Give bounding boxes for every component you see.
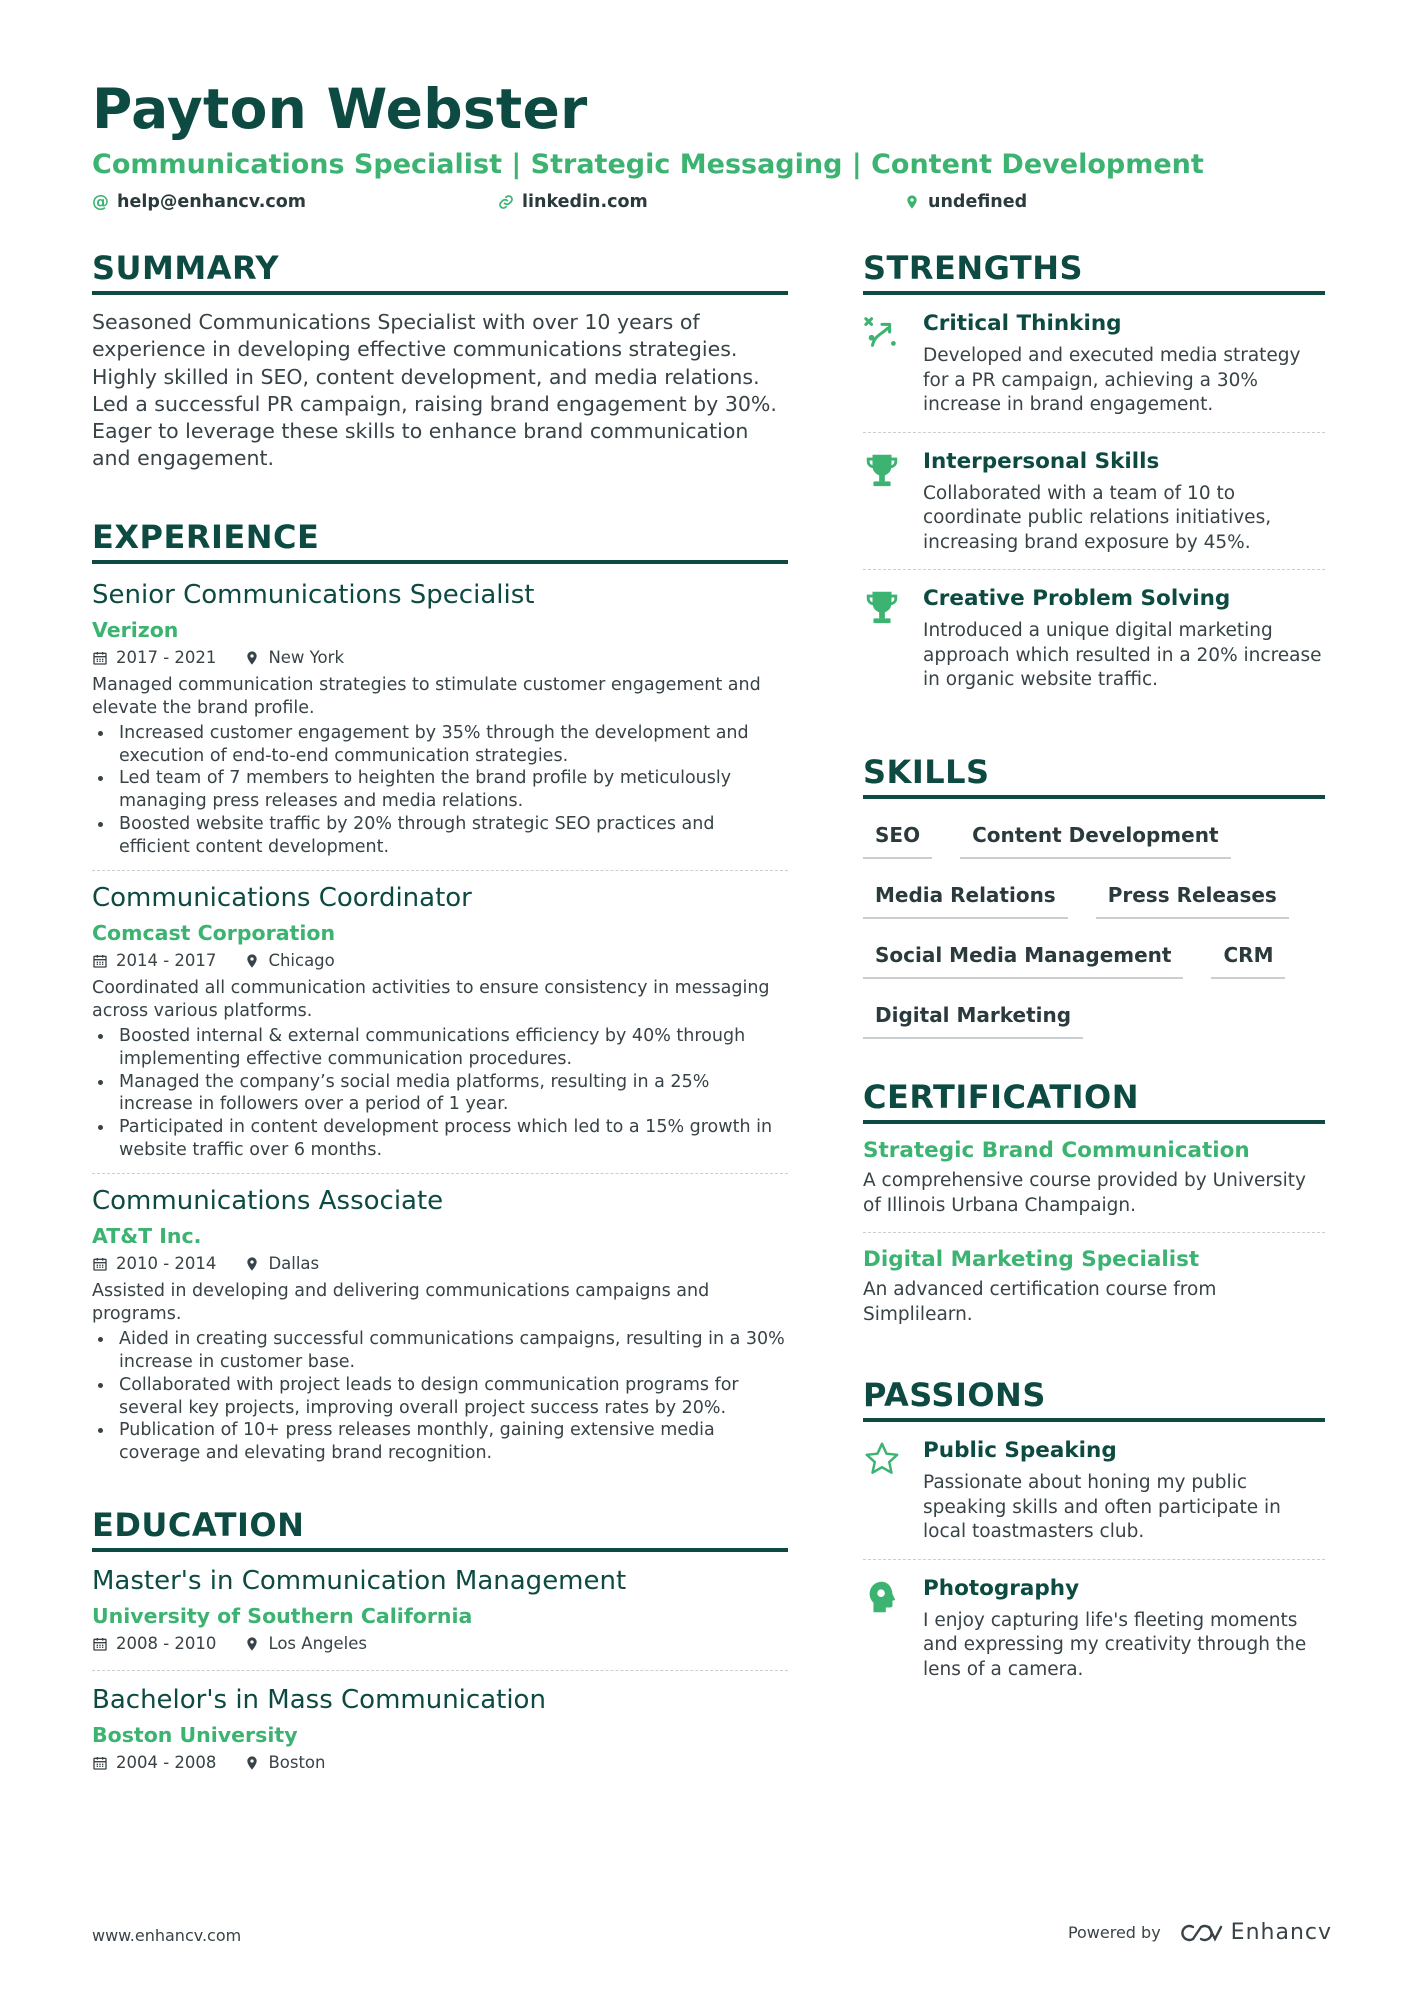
job-bullets [92,722,788,858]
powered-by-label: Powered by [1067,1923,1161,1942]
education-section [92,1505,788,1785]
job-location [244,949,334,973]
degree-title: Bachelor's in Mass Communication [92,1685,546,1715]
skills-heading: SKILLS [863,752,1325,799]
certification-description: A comprehensive course provided by University of Illinois Urbana Champaign. [863,1170,1306,1216]
summary-text: Seasoned Communications Specialist with over 10 years of experience in developing effective communications strategies. Highly skilled in SEO, content development, and media relations. Led a successful PR campaign, raising brand engagement by 30%. Eager to leverage these skills to enhance brand communication and engagement. [92,310,777,471]
certification-section [863,1077,1325,1337]
job-bullet: Increased customer engagement by 35% through the development and execution of end-to-end communication strategies. [92,722,788,767]
trophy-icon [863,447,907,556]
strength-description: Collaborated with a team of 10 to coordinate public relations initiatives, increasing brand exposure by 45%. [923,482,1272,553]
location-text: undefined [928,192,1028,212]
job-bullet: Boosted website traffic by 20% through strategic SEO practices and efficient content development. [92,813,788,858]
job-location-text: New York [268,648,344,667]
skill-tag: Digital Marketing [863,1001,1083,1039]
footer-site-link[interactable]: www.enhancv.com [92,1926,242,1945]
strength-item [863,433,1325,571]
calendar-icon [92,1636,108,1652]
job-meta [92,949,788,973]
skill-tag: SEO [863,821,932,859]
school-name: University of Southern California [92,1604,473,1628]
education-location [244,1632,367,1656]
certification-description: An advanced certification course from Simplilearn. [863,1279,1217,1325]
job-location [244,1252,319,1276]
job-bullet: Managed the company’s social media platforms, resulting in a 25% increase in followers over a period of 1 year. [92,1071,788,1116]
contact-bar [92,192,1332,218]
linkedin-text: linkedin.com [522,192,648,212]
education-location [244,1751,325,1775]
education-entry [92,1552,788,1671]
resume-header [92,76,1332,218]
skill-tag: Social Media Management [863,941,1183,979]
contact-linkedin[interactable] [498,192,648,212]
strength-item [863,570,1325,707]
education-meta [92,1632,788,1656]
location-pin-icon [244,1636,260,1652]
job-company: Comcast Corporation [92,921,336,946]
job-bullet: Participated in content development process which led to a 15% growth in website traffic over 6 months. [92,1116,788,1161]
degree-title: Master's in Communication Management [92,1566,627,1596]
skills-section [863,752,1325,1039]
job-dates-text: 2017 - 2021 [116,648,217,667]
star-icon [863,1436,907,1545]
job-dates [92,1252,216,1276]
candidate-name: Payton Webster [92,77,588,141]
location-pin-icon [244,650,260,666]
certification-item [863,1233,1325,1337]
job-bullet: Boosted internal & external communications efficiency by 40% through implementing effective communication procedures. [92,1025,788,1070]
job-entry [92,1174,788,1476]
strength-item [863,295,1325,433]
passions-heading: PASSIONS [863,1375,1325,1422]
passion-description: Passionate about honing my public speaking skills and often participate in local toastmasters club. [923,1472,1281,1542]
enhancv-logo-text: Enhancv [1230,1920,1332,1945]
head-icon [863,1574,907,1683]
strengths-heading: STRENGTHS [863,248,1325,295]
strengths-section [863,248,1325,707]
job-dates [92,646,216,670]
education-entry [92,1671,788,1785]
summary-heading: SUMMARY [92,248,788,295]
strength-description: Developed and executed media strategy for a PR campaign, achieving a 30% increase in brand engagement. [923,345,1301,415]
experience-heading: EXPERIENCE [92,517,788,564]
job-bullets [92,1328,788,1464]
job-title: Communications Associate [92,1186,444,1217]
passion-description: I enjoy capturing life's fleeting moments and expressing my creativity through the lens of a camera. [923,1609,1307,1680]
strength-title: Critical Thinking [923,311,1122,336]
contact-location [904,192,1027,212]
location-pin-icon [904,194,920,210]
location-pin-icon [244,1256,260,1272]
candidate-tagline: Communications Specialist | Strategic Messaging | Content Development [92,149,1204,180]
education-dates-text: 2008 - 2010 [116,1634,217,1653]
education-dates [92,1632,216,1656]
job-bullet: Publication of 10+ press releases monthly, gaining extensive media coverage and elevating brand recognition. [92,1419,788,1464]
link-icon [498,194,514,210]
trophy-icon [863,584,907,693]
certification-heading: CERTIFICATION [863,1077,1325,1124]
location-pin-icon [244,1755,260,1771]
at-icon: @ [92,192,109,212]
job-company: Verizon [92,618,179,642]
job-description: Assisted in developing and delivering communications campaigns and programs. [92,1281,710,1325]
job-company: AT&T Inc. [92,1224,202,1249]
job-meta [92,1252,788,1276]
strength-description: Introduced a unique digital marketing approach which resulted in a 20% increase in organic website traffic. [923,620,1322,690]
school-name: Boston University [92,1723,298,1747]
contact-email[interactable] [92,192,306,212]
job-location-text: Chicago [268,951,335,971]
education-location-text: Los Angeles [268,1634,367,1653]
certification-item [863,1124,1325,1233]
certification-title: Digital Marketing Specialist [863,1247,1200,1272]
page-footer [92,1920,1332,1950]
email-text: help@enhancv.com [117,192,307,212]
education-location-text: Boston [268,1753,326,1772]
education-heading: EDUCATION [92,1505,788,1552]
strength-title: Creative Problem Solving [923,586,1231,611]
job-bullet: Led team of 7 members to heighten the brand profile by meticulously managing press releases and media relations. [92,767,788,812]
enhancv-logo-icon [1179,1921,1223,1945]
job-title: Senior Communications Specialist [92,580,535,610]
skill-tag: CRM [1211,941,1285,979]
passion-item [863,1560,1325,1697]
job-title: Communications Coordinator [92,883,472,914]
summary-section [92,248,788,473]
calendar-icon [92,953,108,969]
skill-tag: Content Development [960,821,1230,859]
education-meta [92,1751,788,1775]
job-location [244,646,344,670]
passion-title: Public Speaking [923,1438,1117,1463]
job-meta [92,646,788,670]
calendar-icon [92,1256,108,1272]
job-entry [92,564,788,871]
skills-list [863,821,1325,1039]
education-dates [92,1751,216,1775]
job-location-text: Dallas [268,1254,320,1274]
experience-section [92,517,788,1477]
calendar-icon [92,1755,108,1771]
certification-title: Strategic Brand Communication [863,1138,1250,1163]
job-dates [92,949,216,973]
job-dates-text: 2014 - 2017 [116,951,217,971]
passion-title: Photography [923,1575,1080,1601]
job-dates-text: 2010 - 2014 [116,1254,217,1274]
powered-by [1068,1920,1332,1945]
skill-tag: Press Releases [1096,881,1289,919]
job-description: Coordinated all communication activities to ensure consistency in messaging across various platforms. [92,978,770,1022]
passion-item [863,1422,1325,1560]
skill-tag: Media Relations [863,881,1068,919]
location-pin-icon [244,953,260,969]
job-bullet: Aided in creating successful communications campaigns, resulting in a 30% increase in customer base. [92,1328,788,1373]
calendar-icon [92,650,108,666]
passions-section [863,1375,1325,1696]
job-description: Managed communication strategies to stimulate customer engagement and elevate the brand profile. [92,675,761,718]
job-bullet: Collaborated with project leads to design communication programs for several key projects, improving overall project success rates by 20%. [92,1374,788,1419]
strength-title: Interpersonal Skills [923,448,1160,474]
enhancv-logo[interactable] [1179,1920,1332,1945]
education-dates-text: 2004 - 2008 [116,1753,217,1772]
job-entry [92,871,788,1174]
job-bullets [92,1025,788,1161]
strategy-icon [863,309,907,418]
